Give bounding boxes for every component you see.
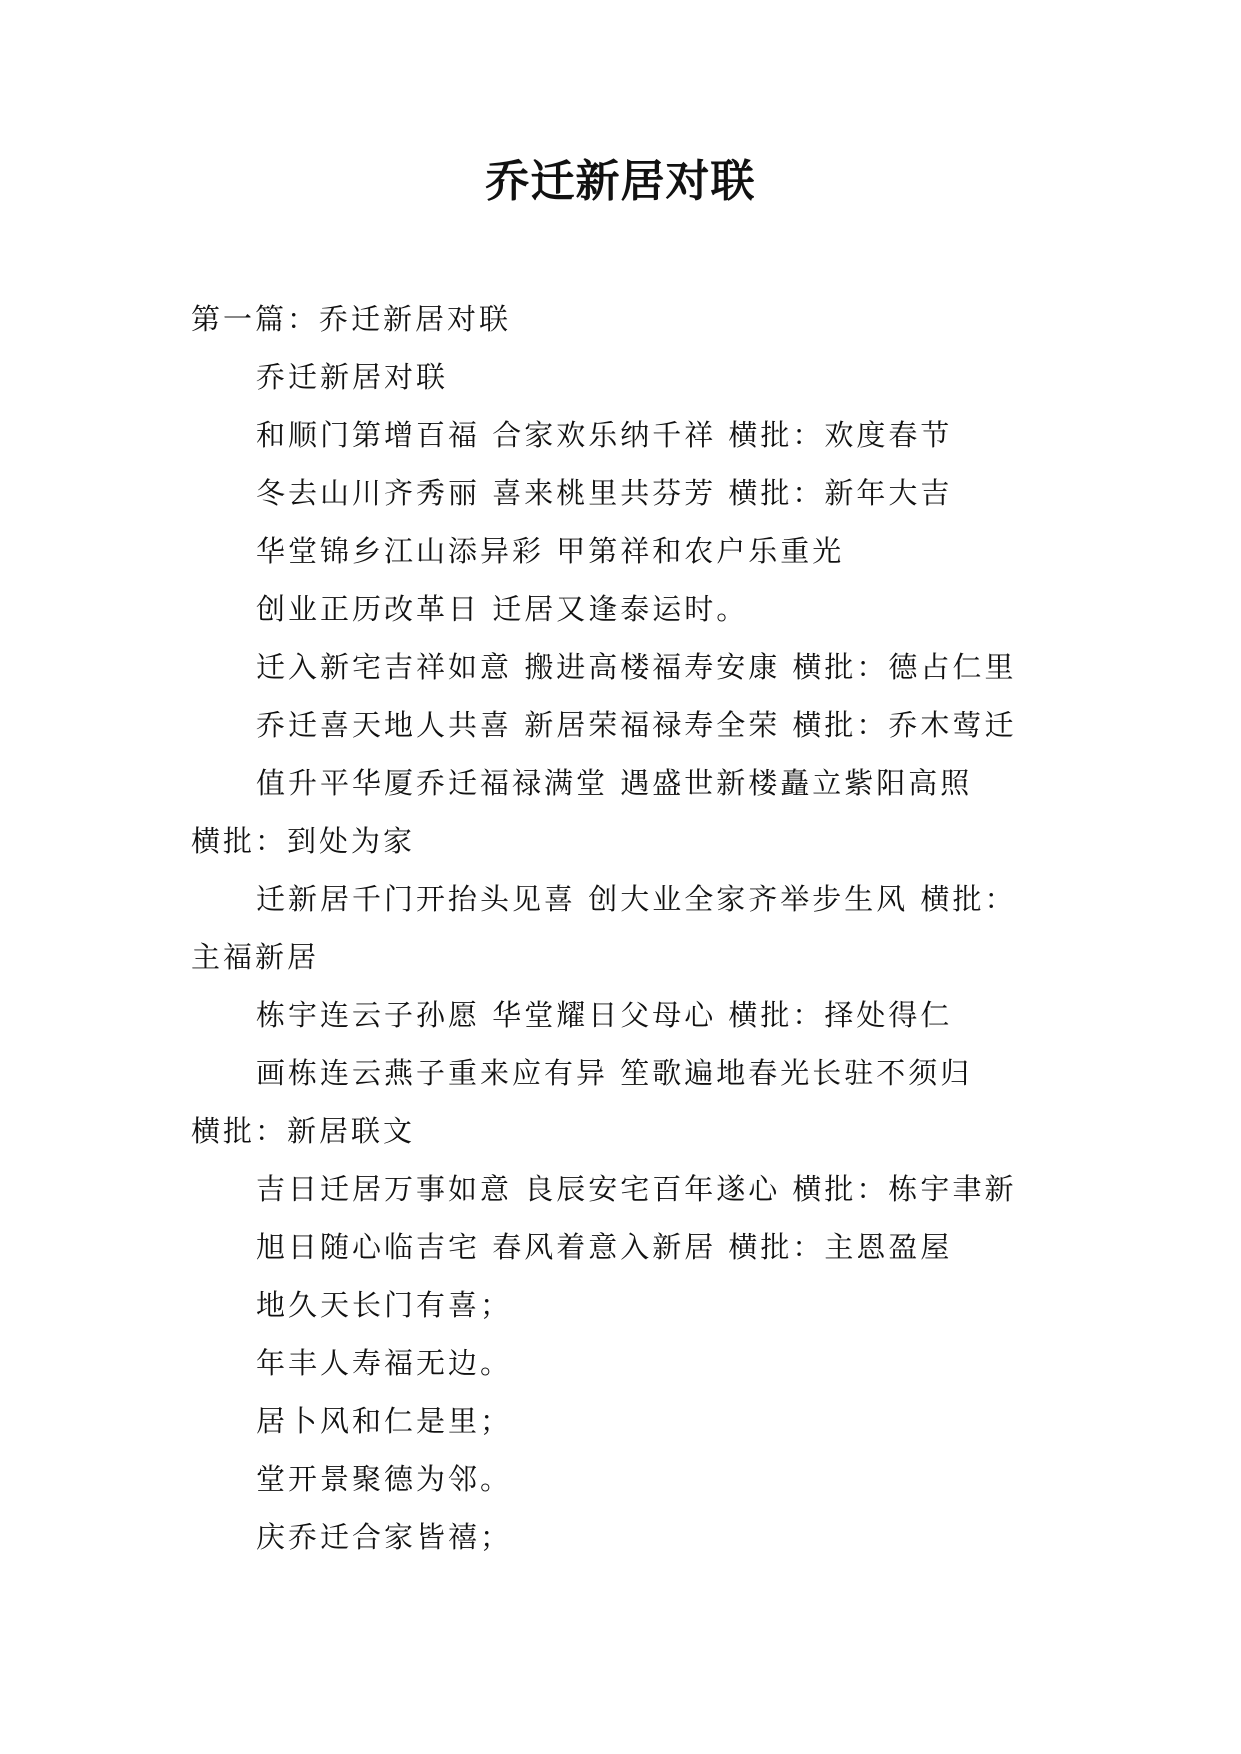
paragraph-line: 乔迁喜天地人共喜 新居荣福禄寿全荣 横批：乔木莺迁 <box>256 708 1017 742</box>
paragraph-line: 冬去山川齐秀丽 喜来桃里共芬芳 横批：新年大吉 <box>256 476 953 510</box>
paragraph-line: 栋宇连云子孙愿 华堂耀日父母心 横批：择处得仁 <box>256 998 953 1032</box>
paragraph-line: 庆乔迁合家皆禧； <box>256 1520 513 1554</box>
paragraph-line: 年丰人寿福无边。 <box>256 1346 513 1380</box>
paragraph-line: 迁新居千门开抬头见喜 创大业全家齐举步生风 横批： <box>256 882 1017 916</box>
document-title: 乔迁新居对联 <box>485 156 756 207</box>
paragraph-line: 值升平华厦乔迁福禄满堂 遇盛世新楼矗立紫阳高照 <box>256 766 973 800</box>
paragraph-line: 横批：新居联文 <box>191 1114 416 1148</box>
paragraph-line: 创业正历改革日 迁居又逢泰运时。 <box>256 592 749 626</box>
paragraph-line: 和顺门第增百福 合家欢乐纳千祥 横批：欢度春节 <box>256 418 953 452</box>
paragraph-line: 第一篇：乔迁新居对联 <box>191 302 512 336</box>
document-body <box>191 290 1071 1566</box>
paragraph-line: 乔迁新居对联 <box>256 360 449 394</box>
paragraph-line: 居卜风和仁是里； <box>256 1404 513 1438</box>
paragraph-line: 横批：到处为家 <box>191 824 416 858</box>
paragraph-line: 旭日随心临吉宅 春风着意入新居 横批：主恩盈屋 <box>256 1230 953 1264</box>
paragraph-line: 地久天长门有喜； <box>256 1288 513 1322</box>
paragraph-line: 迁入新宅吉祥如意 搬进高楼福寿安康 横批：德占仁里 <box>256 650 1017 684</box>
paragraph-line: 堂开景聚德为邻。 <box>256 1462 513 1496</box>
paragraph-line: 华堂锦乡江山添异彩 甲第祥和农户乐重光 <box>256 534 845 568</box>
paragraph-line: 画栋连云燕子重来应有异 笙歌遍地春光长驻不须归 <box>256 1056 973 1090</box>
paragraph-line: 主福新居 <box>191 940 320 974</box>
paragraph-line: 吉日迁居万事如意 良辰安宅百年遂心 横批：栋宇聿新 <box>256 1172 1017 1206</box>
